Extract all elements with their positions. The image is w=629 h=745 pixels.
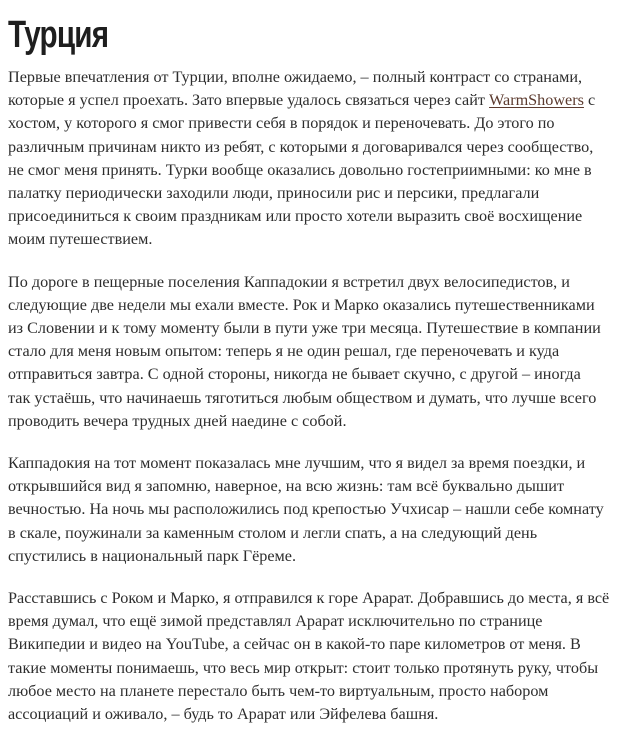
text-line: Каппадокия на тот момент показалась мне лучшим, что я видел за время поездки, и [8, 454, 586, 473]
text-line: палатку периодически заходили люди, приносили рис и персики, предлагали [8, 184, 540, 203]
text-line-start: которые я успел проехать. Зато впервые удалось связаться через сайт [8, 91, 490, 110]
article-body [8, 66, 626, 745]
text-line: следующие две недели мы ехали вместе. Рок и Марко оказались путешественниками [8, 295, 595, 314]
text-line: Википедии и видео на YouTube, а сейчас он в какой-то паре километров от меня. В [8, 635, 581, 654]
text-line: моим путешествием. [8, 230, 153, 249]
text-line: в скале, поужинали за каменным столом и легли спать, а на следующий день [8, 523, 538, 542]
text-line: отправиться завтра. С одной стороны, никогда не бывает скучно, с другой – иногда [8, 365, 581, 384]
warmshowers-link[interactable]: WarmShowers [489, 91, 584, 110]
text-line: время думал, что ещё зимой представлял Арарат исключительно по странице [8, 612, 543, 631]
article-title: Турция [8, 14, 109, 56]
text-line: Первые впечатления от Турции, вполне ожидаемо, – полный контраст со странами, [8, 68, 583, 86]
text-line: По дороге в пещерные поселения Каппадокии я встретил двух велосипедистов, и [8, 272, 570, 291]
text-line-end: с [583, 91, 596, 110]
text-line: открывшийся вид я запомню, наверное, на всю жизнь: там всё буквально дышит [8, 477, 565, 496]
text-line: спустились в национальный парк Гёреме. [8, 546, 297, 565]
text-line-with-link [8, 89, 626, 112]
text-line: не смог меня принять. Турки вообще оказались довольно гостеприимными: ко мне в [8, 160, 592, 179]
text-line: любое место на планете перестало быть чем-то виртуальным, просто набором [8, 681, 549, 700]
paragraph-4 [8, 587, 626, 726]
text-line: проводить вечера трудных дней наедине с собой. [8, 411, 347, 430]
paragraph-3 [8, 452, 626, 568]
text-line: вечностью. На ночь мы расположились под крепостью Учхисар – нашли себе комнату [8, 500, 604, 519]
text-line: из Словении и к тому моменту были в пути уже три месяца. Путешествие в компании [8, 319, 601, 338]
paragraph-2 [8, 271, 626, 433]
text-line: различным причинам никто из ребят, с которыми я договаривался через сообщество, [8, 137, 594, 156]
text-line: Расставшись с Роком и Марко, я отправился к горе Арарат. Добравшись до места, я всё [8, 589, 610, 608]
paragraph-1 [8, 66, 626, 252]
text-line: хостом, у которого я смог привести себя в порядок и переночевать. До этого по [8, 114, 555, 133]
text-line: ассоциаций и оживало, – будь то Арарат или Эйфелева башня. [8, 705, 439, 724]
text-line: так устаёшь, что начинаешь тяготиться любым обществом и думать, что лучше всего [8, 388, 597, 407]
text-line: присоединиться к своим праздникам или просто хотели выразить своё восхищение [8, 207, 583, 226]
text-line: стало для меня новым опытом: теперь я не один решал, где переночевать и куда [8, 342, 560, 361]
text-line: такие моменты понимаешь, что весь мир открыт: стоит только протянуть руку, чтобы [8, 658, 599, 677]
